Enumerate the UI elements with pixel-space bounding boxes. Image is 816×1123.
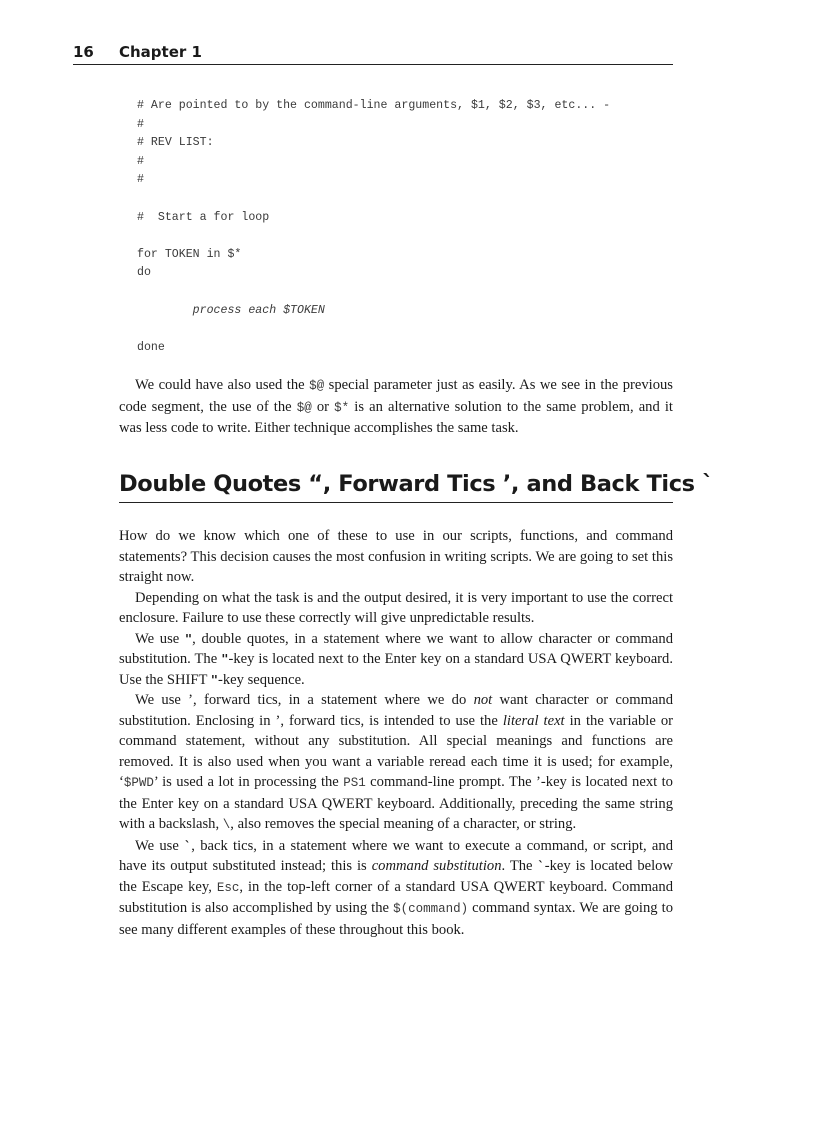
section-heading: Double Quotes “, Forward Tics ’, and Back Tics ` — [119, 471, 673, 503]
code-line: # — [137, 117, 144, 131]
code-line: # — [137, 173, 144, 187]
page-number: 16 — [73, 43, 94, 61]
chapter-label: Chapter 1 — [119, 43, 202, 61]
code-line — [137, 283, 677, 302]
paragraph-back-tics: We use `, back tics, in a statement where we want to execute a command, or script, and have its output substituted instead; this is command substitution. The `-key is located below the Escape key, Esc, in the top-left corner of a standard USA QWERT keyboard. Command substitution is also accomplished by using the $(command) command syntax. We are going to see many different examples of these throughout this book. — [119, 837, 673, 938]
code-line: for TOKEN in $* — [137, 247, 242, 261]
code-line — [137, 190, 677, 209]
code-line — [137, 227, 677, 246]
code-block — [137, 97, 677, 357]
paragraph-forward-tics: We use ’, forward tics, in a statement where we do not want character or command substitution. Enclosing in ’, forward tics, is intended to use the literal text in the variable or command statement, without any substitution. All special meanings and functions are removed. It is also used when you want a variable reread each time it is used; for example, ‘$PWD’ is used a lot in processing the PS1 command-line prompt. The ’-key is located next to the Enter key on a standard USA QWERT keyboard. Additionally, preceding the same string with a backslash, \, also removes the special meaning of a character, or string. — [119, 692, 673, 832]
paragraph-special-parameter: We could have also used the $@ special parameter just as easily. As we see in the previous code segment, the use of the $@ or $* is an alternative solution to the same problem, and it was less code to write. Either technique accomplishes the same task. — [119, 377, 673, 436]
paragraph-depending: Depending on what the task is and the output desired, it is very important to use the correct enclosure. Failure to use these correctly will give unpredictable results. — [119, 589, 673, 626]
code-line: # REV LIST: — [137, 136, 214, 150]
paragraph-double-quotes: We use ", double quotes, in a statement where we want to allow character or command substitution. The "-key is located next to the Enter key on a standard USA QWERT keyboard. Use the SHIFT "-key sequence. — [119, 630, 673, 688]
code-line: # — [137, 154, 144, 168]
code-line: # Are pointed to by the command-line arguments, $1, $2, $3, etc... - — [137, 99, 611, 112]
code-line: done — [137, 340, 165, 354]
paragraph-intro: How do we know which one of these to use in our scripts, functions, and command statements? This decision causes the most confusion in writing scripts. We are going to set this straight now. — [119, 528, 673, 585]
code-line: # Start a for loop — [137, 210, 270, 224]
code-line: process each $TOKEN — [137, 303, 325, 317]
section-body — [119, 526, 673, 940]
code-line — [137, 320, 677, 339]
code-line: do — [137, 266, 151, 280]
running-head — [73, 42, 673, 65]
